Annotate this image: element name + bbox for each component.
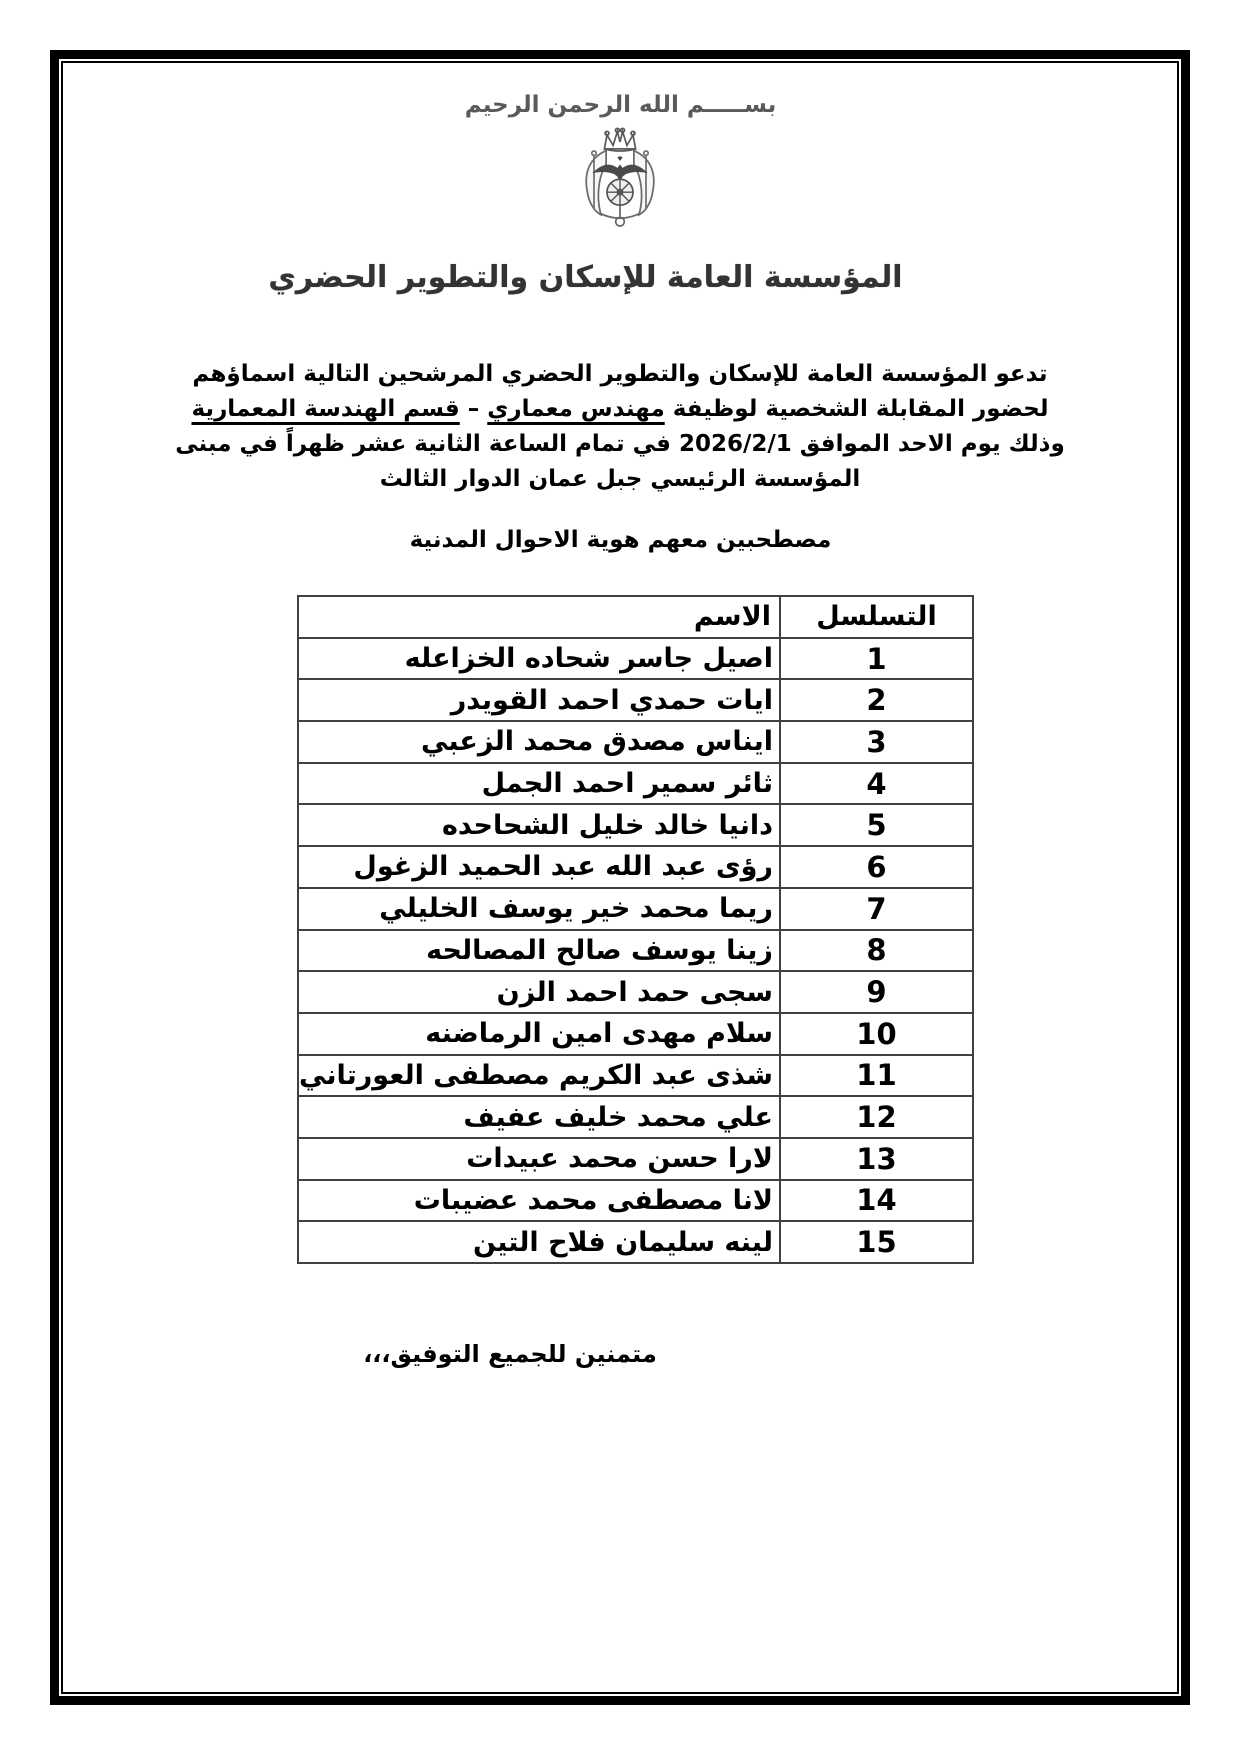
candidate-name-cell: اصيل جاسر شحاده الخزاعله [298, 638, 780, 680]
candidate-name-cell: شذى عبد الكريم مصطفى العورتاني [298, 1055, 780, 1097]
intro-line-4: المؤسسة الرئيسي جبل عمان الدوار الثالث [379, 466, 861, 492]
intro-line2-prefix: لحضور المقابلة الشخصية لوظيفة [664, 396, 1049, 422]
serial-cell: 5 [780, 804, 973, 846]
serial-cell: 4 [780, 763, 973, 805]
invitation-paragraph [95, 357, 1145, 497]
serial-cell: 12 [780, 1096, 973, 1138]
table-row [298, 1138, 973, 1180]
candidate-name-cell: علي محمد خليف عفيف [298, 1096, 780, 1138]
jordan-coat-of-arms-icon [568, 126, 672, 248]
name-column-header: الاسم [298, 596, 780, 638]
serial-cell: 7 [780, 888, 973, 930]
candidate-name-cell: ثائر سمير احمد الجمل [298, 763, 780, 805]
candidate-name-cell: لينه سليمان فلاح التين [298, 1221, 780, 1263]
intro-line-1: تدعو المؤسسة العامة للإسكان والتطوير الحضري المرشحين التالية اسماؤهم [192, 361, 1048, 387]
table-row [298, 763, 973, 805]
candidate-name-cell: ايات حمدي احمد القويدر [298, 679, 780, 721]
table-row [298, 804, 973, 846]
candidates-table [297, 595, 974, 1264]
table-row [298, 930, 973, 972]
table-row [298, 1055, 973, 1097]
serial-cell: 8 [780, 930, 973, 972]
table-header-row [298, 596, 973, 638]
table-row [298, 971, 973, 1013]
candidate-name-cell: رؤى عبد الله عبد الحميد الزغول [298, 846, 780, 888]
candidate-name-cell: ايناس مصدق محمد الزعبي [298, 721, 780, 763]
serial-cell: 6 [780, 846, 973, 888]
table-row [298, 1096, 973, 1138]
table-row [298, 1221, 973, 1263]
serial-cell: 13 [780, 1138, 973, 1180]
candidate-name-cell: زينا يوسف صالح المصالحه [298, 930, 780, 972]
serial-cell: 11 [780, 1055, 973, 1097]
serial-cell: 15 [780, 1221, 973, 1263]
serial-cell: 14 [780, 1180, 973, 1222]
table-row [298, 1180, 973, 1222]
bismillah-calligraphy: بســـــم الله الرحمن الرحيم [464, 92, 777, 118]
candidate-name-cell: سجى حمد احمد الزن [298, 971, 780, 1013]
candidate-name-cell: سلام مهدى امين الرماضنه [298, 1013, 780, 1055]
serial-cell: 3 [780, 721, 973, 763]
department-underlined: قسم الهندسة المعمارية [191, 396, 460, 422]
table-row [298, 638, 973, 680]
serial-cell: 10 [780, 1013, 973, 1055]
serial-cell: 2 [780, 679, 973, 721]
id-requirement-note: مصطحبين معهم هوية الاحوال المدنية [409, 527, 832, 553]
candidate-name-cell: لارا حسن محمد عبيدات [298, 1138, 780, 1180]
candidate-name-cell: ريما محمد خير يوسف الخليلي [298, 888, 780, 930]
table-row [298, 846, 973, 888]
table-row [298, 1013, 973, 1055]
intro-line-2 [95, 392, 1145, 427]
closing-wish-line: متمنين للجميع التوفيق،،، [363, 1340, 657, 1368]
table-row [298, 888, 973, 930]
serial-cell: 1 [780, 638, 973, 680]
intro-line-3: وذلك يوم الاحد الموافق 2026/2/1 في تمام الساعة الثانية عشر ظهراً في مبنى [175, 431, 1065, 457]
intro-line2-dash: – [459, 396, 488, 422]
candidate-name-cell: لانا مصطفى محمد عضيبات [298, 1180, 780, 1222]
serial-cell: 9 [780, 971, 973, 1013]
candidates-table-body [298, 638, 973, 1263]
candidate-name-cell: دانيا خالد خليل الشحاحده [298, 804, 780, 846]
serial-column-header: التسلسل [780, 596, 973, 638]
table-row [298, 679, 973, 721]
org-name-calligraphy: المؤسسة العامة للإسكان والتطوير الحضري [268, 260, 903, 295]
job-title-underlined: مهندس معماري [487, 396, 665, 422]
table-row [298, 721, 973, 763]
